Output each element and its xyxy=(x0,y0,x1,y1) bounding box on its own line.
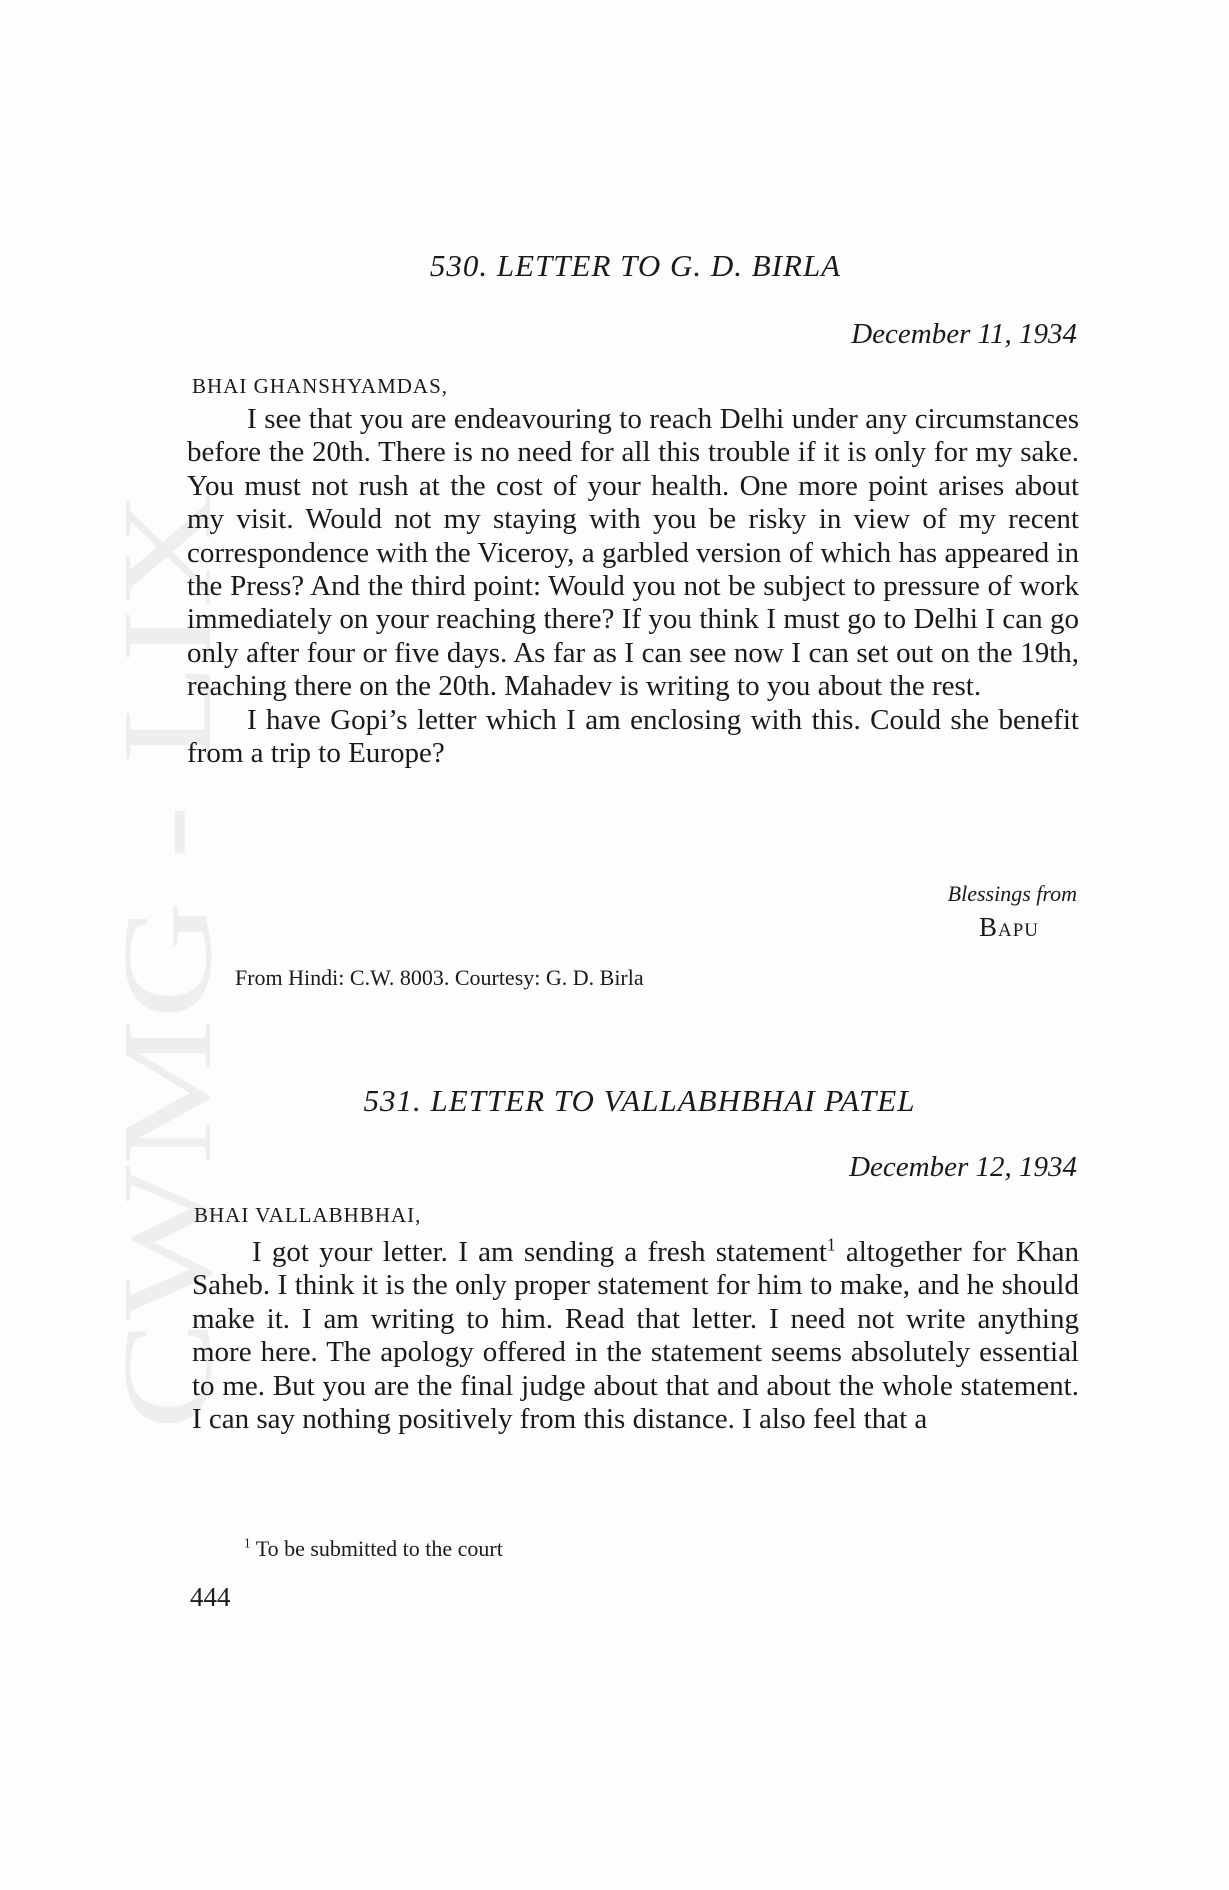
paragraph-text: I got your letter. I am sending a fresh statement xyxy=(252,1236,827,1268)
letter-date: December 11, 1934 xyxy=(851,318,1077,350)
paragraph: I have Gopi’s letter which I am enclosing with this. Could she benefit from a trip to Europe? xyxy=(187,703,1079,770)
paragraph: I see that you are endeavouring to reach Delhi under any circumstances before the 20th. There is no need for all this trouble if it is only for my sake. You must not rush at the cost of your health. One more point arises about my visit. Would not my staying with you be risky in view of my recent correspondence with the Viceroy, a garbled version of which has appeared in the Press? And the third point: Would you not be subject to pressure of work immediately on your reaching there? If you think I must go to Delhi I can go only after four or five days. As far as I can see now I can set out on the 19th, reaching there on the 20th. Mahadev is writing to you about the rest. xyxy=(187,403,1079,703)
letter-body xyxy=(187,403,1079,770)
letter-heading: 530. LETTER TO G. D. BIRLA xyxy=(429,248,842,283)
source-note: From Hindi: C.W. 8003. Courtesy: G. D. Birla xyxy=(235,965,644,990)
footnote-marker: 1 xyxy=(826,1234,836,1255)
page-number: 444 xyxy=(190,1582,231,1612)
letter-heading: 531. LETTER TO VALLABHBHAI PATEL xyxy=(363,1083,916,1118)
watermark-text: CWMG - LIX xyxy=(96,697,238,1430)
paragraph xyxy=(192,1236,1079,1436)
letter-body xyxy=(192,1236,1079,1436)
salutation: BHAI GHANSHYAMDAS, xyxy=(192,374,449,398)
closing-blessings: Blessings from xyxy=(947,881,1077,906)
letter-date: December 12, 1934 xyxy=(849,1151,1077,1183)
footnote-marker: 1 xyxy=(244,1535,251,1551)
footnote-text: To be submitted to the court xyxy=(250,1536,503,1561)
salutation: BHAI VALLABHBHAI, xyxy=(194,1203,422,1227)
signature: Bapu xyxy=(978,912,1039,942)
paragraph-text: altogether for Khan Saheb. I think it is the only proper statement for him to make, and he should make it. I am writing to him. Read that letter. I need not write anything more here. The apology offered in the statement seems absolutely essential to me. But you are the final judge about that and about the whole statement. I can say nothing positively from this distance. I also feel that a xyxy=(192,1236,1079,1436)
footnote xyxy=(244,1536,503,1562)
